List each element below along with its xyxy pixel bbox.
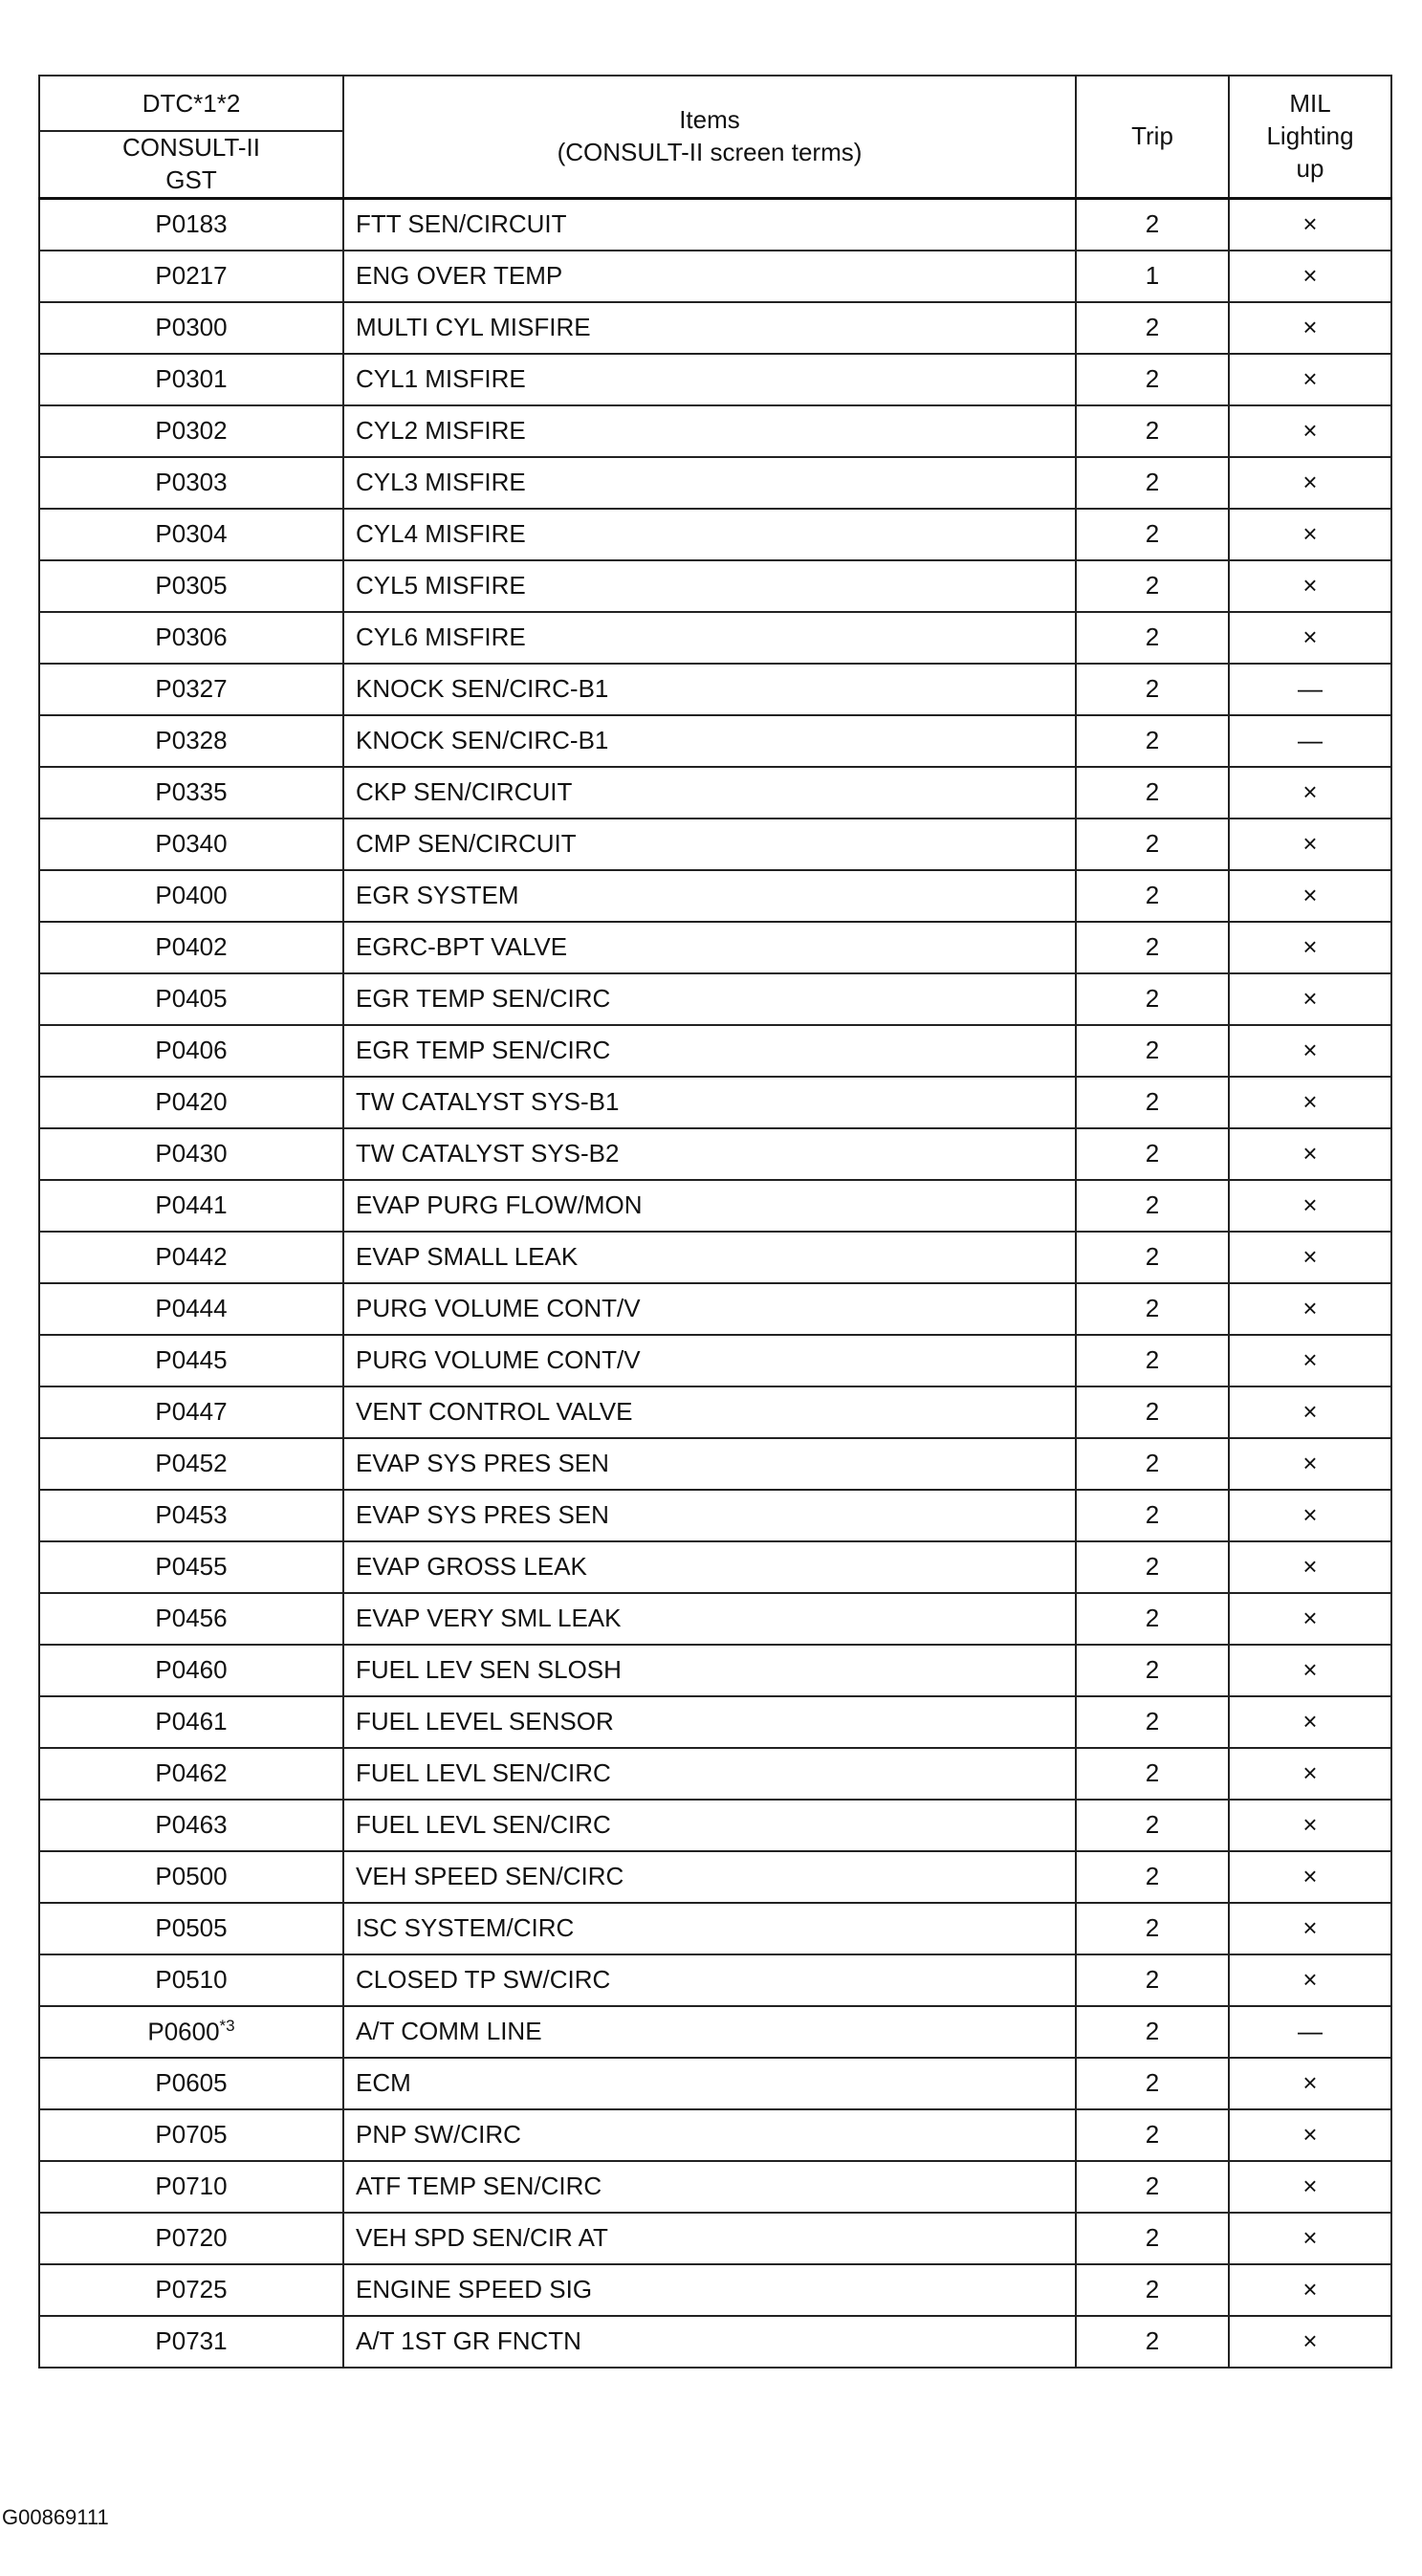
dtc-code: P0217 xyxy=(155,261,228,291)
mil-cell: × xyxy=(1229,1283,1391,1335)
table-row xyxy=(39,664,1391,715)
trip-cell: 2 xyxy=(1076,1077,1229,1128)
dtc-code: P0710 xyxy=(155,2172,228,2201)
dtc-code: P0328 xyxy=(155,726,228,755)
dtc-code: P0335 xyxy=(155,777,228,807)
item-cell: PURG VOLUME CONT/V xyxy=(343,1283,1076,1335)
item-cell: ECM xyxy=(343,2058,1076,2109)
trip-cell: 2 xyxy=(1076,2316,1229,2368)
dtc-code: P0406 xyxy=(155,1036,228,1065)
item-cell: A/T 1ST GR FNCTN xyxy=(343,2316,1076,2368)
trip-cell: 2 xyxy=(1076,1903,1229,1954)
table-row xyxy=(39,1077,1391,1128)
mil-cell: × xyxy=(1229,1593,1391,1645)
trip-cell: 2 xyxy=(1076,560,1229,612)
item-cell: EVAP PURG FLOW/MON xyxy=(343,1180,1076,1232)
item-cell: CMP SEN/CIRCUIT xyxy=(343,819,1076,870)
trip-cell: 2 xyxy=(1076,1696,1229,1748)
dtc-code-cell xyxy=(39,560,343,612)
trip-cell: 2 xyxy=(1076,1490,1229,1541)
table-row xyxy=(39,2213,1391,2264)
table-row xyxy=(39,1232,1391,1283)
dtc-code: P0462 xyxy=(155,1758,228,1788)
dtc-code: P0453 xyxy=(155,1500,228,1530)
trip-cell: 2 xyxy=(1076,1851,1229,1903)
item-cell: MULTI CYL MISFIRE xyxy=(343,302,1076,354)
dtc-code-cell xyxy=(39,1283,343,1335)
table-row xyxy=(39,302,1391,354)
trip-cell: 2 xyxy=(1076,2006,1229,2058)
header-consult: CONSULT-II xyxy=(122,133,260,162)
dtc-code: P0305 xyxy=(155,571,228,600)
trip-cell: 2 xyxy=(1076,1386,1229,1438)
dtc-code: P0461 xyxy=(155,1707,228,1736)
item-cell: VEH SPEED SEN/CIRC xyxy=(343,1851,1076,1903)
item-cell: EVAP GROSS LEAK xyxy=(343,1541,1076,1593)
dtc-code: P0400 xyxy=(155,881,228,910)
mil-cell: × xyxy=(1229,1645,1391,1696)
dtc-code: P0402 xyxy=(155,932,228,962)
table-row xyxy=(39,1593,1391,1645)
item-cell: VEH SPD SEN/CIR AT xyxy=(343,2213,1076,2264)
dtc-code: P0720 xyxy=(155,2223,228,2253)
dtc-code: P0300 xyxy=(155,313,228,342)
item-cell: EVAP SMALL LEAK xyxy=(343,1232,1076,1283)
mil-cell: × xyxy=(1229,1077,1391,1128)
mil-cell: × xyxy=(1229,819,1391,870)
trip-cell: 2 xyxy=(1076,715,1229,767)
mil-cell: — xyxy=(1229,2006,1391,2058)
dtc-code: P0405 xyxy=(155,984,228,1014)
dtc-code-cell xyxy=(39,715,343,767)
item-cell: CLOSED TP SW/CIRC xyxy=(343,1954,1076,2006)
table-row xyxy=(39,1180,1391,1232)
dtc-code: P0306 xyxy=(155,622,228,652)
item-cell: CYL5 MISFIRE xyxy=(343,560,1076,612)
dtc-code: P0302 xyxy=(155,416,228,446)
dtc-code: P0445 xyxy=(155,1345,228,1375)
table-row xyxy=(39,612,1391,664)
item-cell: CYL4 MISFIRE xyxy=(343,509,1076,560)
dtc-code-cell xyxy=(39,1438,343,1490)
dtc-code-cell xyxy=(39,509,343,560)
mil-cell: × xyxy=(1229,1800,1391,1851)
mil-cell: × xyxy=(1229,870,1391,922)
mil-cell: × xyxy=(1229,1438,1391,1490)
item-cell: CKP SEN/CIRCUIT xyxy=(343,767,1076,819)
item-cell: EVAP SYS PRES SEN xyxy=(343,1490,1076,1541)
dtc-code: P0442 xyxy=(155,1242,228,1272)
item-cell: EGR TEMP SEN/CIRC xyxy=(343,1025,1076,1077)
mil-cell: × xyxy=(1229,1025,1391,1077)
dtc-code: P0500 xyxy=(155,1862,228,1891)
item-cell: ISC SYSTEM/CIRC xyxy=(343,1903,1076,1954)
table-row xyxy=(39,2161,1391,2213)
item-cell: CYL3 MISFIRE xyxy=(343,457,1076,509)
item-cell: CYL2 MISFIRE xyxy=(343,405,1076,457)
trip-cell: 2 xyxy=(1076,973,1229,1025)
mil-cell: × xyxy=(1229,1954,1391,2006)
table-row xyxy=(39,1800,1391,1851)
item-cell: EVAP SYS PRES SEN xyxy=(343,1438,1076,1490)
mil-cell: × xyxy=(1229,457,1391,509)
dtc-code: P0430 xyxy=(155,1139,228,1168)
item-cell: KNOCK SEN/CIRC-B1 xyxy=(343,664,1076,715)
mil-cell: × xyxy=(1229,1386,1391,1438)
table-row xyxy=(39,251,1391,302)
table-row xyxy=(39,1490,1391,1541)
mil-cell: × xyxy=(1229,1232,1391,1283)
dtc-code-cell xyxy=(39,2006,343,2058)
trip-cell: 2 xyxy=(1076,1180,1229,1232)
table-row xyxy=(39,560,1391,612)
table-row xyxy=(39,1748,1391,1800)
mil-cell: × xyxy=(1229,767,1391,819)
table-row xyxy=(39,1438,1391,1490)
dtc-code-cell xyxy=(39,870,343,922)
trip-cell: 2 xyxy=(1076,767,1229,819)
table-row xyxy=(39,1954,1391,2006)
mil-cell: × xyxy=(1229,2264,1391,2316)
dtc-code: P0420 xyxy=(155,1087,228,1117)
dtc-code: P0183 xyxy=(155,209,228,239)
mil-cell: × xyxy=(1229,198,1391,251)
table-row xyxy=(39,1903,1391,1954)
trip-cell: 2 xyxy=(1076,2058,1229,2109)
trip-cell: 2 xyxy=(1076,405,1229,457)
dtc-code-cell xyxy=(39,1077,343,1128)
table-row xyxy=(39,198,1391,251)
table-body xyxy=(39,198,1391,2368)
mil-cell: — xyxy=(1229,715,1391,767)
header-consult-gst xyxy=(39,131,343,198)
trip-cell: 2 xyxy=(1076,1335,1229,1386)
item-cell: CYL1 MISFIRE xyxy=(343,354,1076,405)
mil-cell: × xyxy=(1229,1748,1391,1800)
trip-cell: 2 xyxy=(1076,1025,1229,1077)
dtc-code: P0510 xyxy=(155,1965,228,1995)
dtc-code-cell xyxy=(39,405,343,457)
mil-cell: × xyxy=(1229,405,1391,457)
item-cell: ENG OVER TEMP xyxy=(343,251,1076,302)
header-items xyxy=(343,76,1076,198)
item-cell: CYL6 MISFIRE xyxy=(343,612,1076,664)
header-items-title: Items xyxy=(679,105,740,134)
dtc-code-cell xyxy=(39,2161,343,2213)
trip-cell: 2 xyxy=(1076,302,1229,354)
trip-cell: 2 xyxy=(1076,1232,1229,1283)
dtc-code: P0303 xyxy=(155,468,228,497)
dtc-code-cell xyxy=(39,251,343,302)
table-row xyxy=(39,1541,1391,1593)
figure-code: G00869111 xyxy=(2,2505,109,2529)
mil-cell: × xyxy=(1229,1903,1391,1954)
mil-cell: × xyxy=(1229,612,1391,664)
dtc-code-cell xyxy=(39,1490,343,1541)
header-mil-line2: Lighting xyxy=(1266,120,1354,150)
mil-cell: × xyxy=(1229,1541,1391,1593)
table-row xyxy=(39,1025,1391,1077)
dtc-code: P0605 xyxy=(155,2068,228,2098)
dtc-code: P0444 xyxy=(155,1294,228,1323)
dtc-code-cell xyxy=(39,2316,343,2368)
table-row xyxy=(39,354,1391,405)
table-row xyxy=(39,1851,1391,1903)
dtc-code-cell xyxy=(39,2264,343,2316)
mil-cell: × xyxy=(1229,302,1391,354)
dtc-code-cell xyxy=(39,1645,343,1696)
table-header xyxy=(39,76,1391,198)
dtc-code-cell xyxy=(39,1851,343,1903)
dtc-code-cell xyxy=(39,767,343,819)
mil-cell: × xyxy=(1229,1490,1391,1541)
dtc-code: P0463 xyxy=(155,1810,228,1840)
header-gst: GST xyxy=(165,164,217,194)
trip-cell: 2 xyxy=(1076,1593,1229,1645)
dtc-code-cell xyxy=(39,1025,343,1077)
header-mil-line1: MIL xyxy=(1289,89,1331,119)
dtc-code: P0441 xyxy=(155,1190,228,1220)
table-row xyxy=(39,1645,1391,1696)
mil-cell: × xyxy=(1229,2161,1391,2213)
dtc-code-cell xyxy=(39,1232,343,1283)
dtc-code-cell xyxy=(39,2058,343,2109)
dtc-code: P0327 xyxy=(155,674,228,704)
item-cell: FTT SEN/CIRCUIT xyxy=(343,198,1076,251)
dtc-code: P0505 xyxy=(155,1913,228,1943)
trip-cell: 2 xyxy=(1076,198,1229,251)
mil-cell: × xyxy=(1229,2058,1391,2109)
trip-cell: 2 xyxy=(1076,664,1229,715)
dtc-code-cell xyxy=(39,1903,343,1954)
trip-cell: 2 xyxy=(1076,1748,1229,1800)
dtc-code-cell xyxy=(39,922,343,973)
trip-cell: 2 xyxy=(1076,2213,1229,2264)
dtc-code-cell xyxy=(39,457,343,509)
item-cell: KNOCK SEN/CIRC-B1 xyxy=(343,715,1076,767)
dtc-table xyxy=(38,75,1392,2369)
trip-cell: 2 xyxy=(1076,2109,1229,2161)
mil-cell: × xyxy=(1229,1696,1391,1748)
trip-cell: 2 xyxy=(1076,1541,1229,1593)
trip-cell: 1 xyxy=(1076,251,1229,302)
mil-cell: × xyxy=(1229,1335,1391,1386)
dtc-code-cell xyxy=(39,2213,343,2264)
table-row xyxy=(39,2316,1391,2368)
mil-cell: — xyxy=(1229,664,1391,715)
item-cell: A/T COMM LINE xyxy=(343,2006,1076,2058)
dtc-code: P0731 xyxy=(155,2326,228,2356)
dtc-code-cell xyxy=(39,198,343,251)
item-cell: PURG VOLUME CONT/V xyxy=(343,1335,1076,1386)
mil-cell: × xyxy=(1229,509,1391,560)
dtc-code-cell xyxy=(39,1800,343,1851)
dtc-code: P0455 xyxy=(155,1552,228,1582)
trip-cell: 2 xyxy=(1076,457,1229,509)
header-mil-line3: up xyxy=(1296,153,1324,183)
table-row xyxy=(39,1335,1391,1386)
mil-cell: × xyxy=(1229,973,1391,1025)
dtc-code-cell xyxy=(39,1954,343,2006)
trip-cell: 2 xyxy=(1076,1128,1229,1180)
trip-cell: 2 xyxy=(1076,354,1229,405)
dtc-code: P0600 xyxy=(147,2017,220,2046)
trip-cell: 2 xyxy=(1076,1438,1229,1490)
table-row xyxy=(39,819,1391,870)
dtc-code: P0725 xyxy=(155,2275,228,2304)
header-items-subtitle: (CONSULT-II screen terms) xyxy=(557,137,863,166)
dtc-code: P0301 xyxy=(155,364,228,394)
item-cell: FUEL LEVL SEN/CIRC xyxy=(343,1800,1076,1851)
trip-cell: 2 xyxy=(1076,2161,1229,2213)
item-cell: EGR TEMP SEN/CIRC xyxy=(343,973,1076,1025)
table-row xyxy=(39,1696,1391,1748)
item-cell: EVAP VERY SML LEAK xyxy=(343,1593,1076,1645)
dtc-code-cell xyxy=(39,1128,343,1180)
table-row xyxy=(39,405,1391,457)
table-row xyxy=(39,2058,1391,2109)
mil-cell: × xyxy=(1229,560,1391,612)
dtc-code: P0456 xyxy=(155,1604,228,1633)
dtc-code-cell xyxy=(39,1386,343,1438)
dtc-code-cell xyxy=(39,1180,343,1232)
dtc-code: P0340 xyxy=(155,829,228,859)
mil-cell: × xyxy=(1229,251,1391,302)
mil-cell: × xyxy=(1229,2109,1391,2161)
trip-cell: 2 xyxy=(1076,870,1229,922)
header-mil xyxy=(1229,76,1391,198)
trip-cell: 2 xyxy=(1076,1645,1229,1696)
table-row xyxy=(39,2006,1391,2058)
trip-cell: 2 xyxy=(1076,509,1229,560)
trip-cell: 2 xyxy=(1076,1283,1229,1335)
table-row xyxy=(39,509,1391,560)
trip-cell: 2 xyxy=(1076,612,1229,664)
dtc-code-cell xyxy=(39,1593,343,1645)
table-row xyxy=(39,767,1391,819)
table-row xyxy=(39,2109,1391,2161)
dtc-code-cell xyxy=(39,1541,343,1593)
trip-cell: 2 xyxy=(1076,922,1229,973)
dtc-code-cell xyxy=(39,664,343,715)
mil-cell: × xyxy=(1229,1128,1391,1180)
dtc-code-cell xyxy=(39,973,343,1025)
dtc-code: P0452 xyxy=(155,1449,228,1478)
item-cell: ENGINE SPEED SIG xyxy=(343,2264,1076,2316)
dtc-code-cell xyxy=(39,2109,343,2161)
table-row xyxy=(39,922,1391,973)
dtc-code: P0460 xyxy=(155,1655,228,1685)
table-row xyxy=(39,2264,1391,2316)
item-cell: EGR SYSTEM xyxy=(343,870,1076,922)
dtc-code-cell xyxy=(39,354,343,405)
item-cell: TW CATALYST SYS-B2 xyxy=(343,1128,1076,1180)
trip-cell: 2 xyxy=(1076,1800,1229,1851)
dtc-code: P0705 xyxy=(155,2120,228,2150)
item-cell: TW CATALYST SYS-B1 xyxy=(343,1077,1076,1128)
table-row xyxy=(39,457,1391,509)
item-cell: FUEL LEVEL SENSOR xyxy=(343,1696,1076,1748)
table-row xyxy=(39,1386,1391,1438)
mil-cell: × xyxy=(1229,1180,1391,1232)
mil-cell: × xyxy=(1229,2213,1391,2264)
dtc-code-cell xyxy=(39,1748,343,1800)
header-dtc: DTC*1*2 xyxy=(39,76,343,131)
item-cell: EGRC-BPT VALVE xyxy=(343,922,1076,973)
dtc-code-cell xyxy=(39,819,343,870)
item-cell: FUEL LEVL SEN/CIRC xyxy=(343,1748,1076,1800)
mil-cell: × xyxy=(1229,354,1391,405)
trip-cell: 2 xyxy=(1076,1954,1229,2006)
mil-cell: × xyxy=(1229,1851,1391,1903)
table-row xyxy=(39,1283,1391,1335)
header-trip: Trip xyxy=(1076,76,1229,198)
trip-cell: 2 xyxy=(1076,2264,1229,2316)
table-row xyxy=(39,973,1391,1025)
dtc-code-cell xyxy=(39,1696,343,1748)
item-cell: PNP SW/CIRC xyxy=(343,2109,1076,2161)
item-cell: VENT CONTROL VALVE xyxy=(343,1386,1076,1438)
dtc-code: P0447 xyxy=(155,1397,228,1427)
dtc-code-cell xyxy=(39,612,343,664)
table-row xyxy=(39,870,1391,922)
dtc-footnote-mark: *3 xyxy=(219,2016,235,2035)
dtc-code-cell xyxy=(39,1335,343,1386)
mil-cell: × xyxy=(1229,2316,1391,2368)
dtc-code: P0304 xyxy=(155,519,228,549)
item-cell: ATF TEMP SEN/CIRC xyxy=(343,2161,1076,2213)
item-cell: FUEL LEV SEN SLOSH xyxy=(343,1645,1076,1696)
table-row xyxy=(39,1128,1391,1180)
table-row xyxy=(39,715,1391,767)
dtc-code-cell xyxy=(39,302,343,354)
mil-cell: × xyxy=(1229,922,1391,973)
trip-cell: 2 xyxy=(1076,819,1229,870)
